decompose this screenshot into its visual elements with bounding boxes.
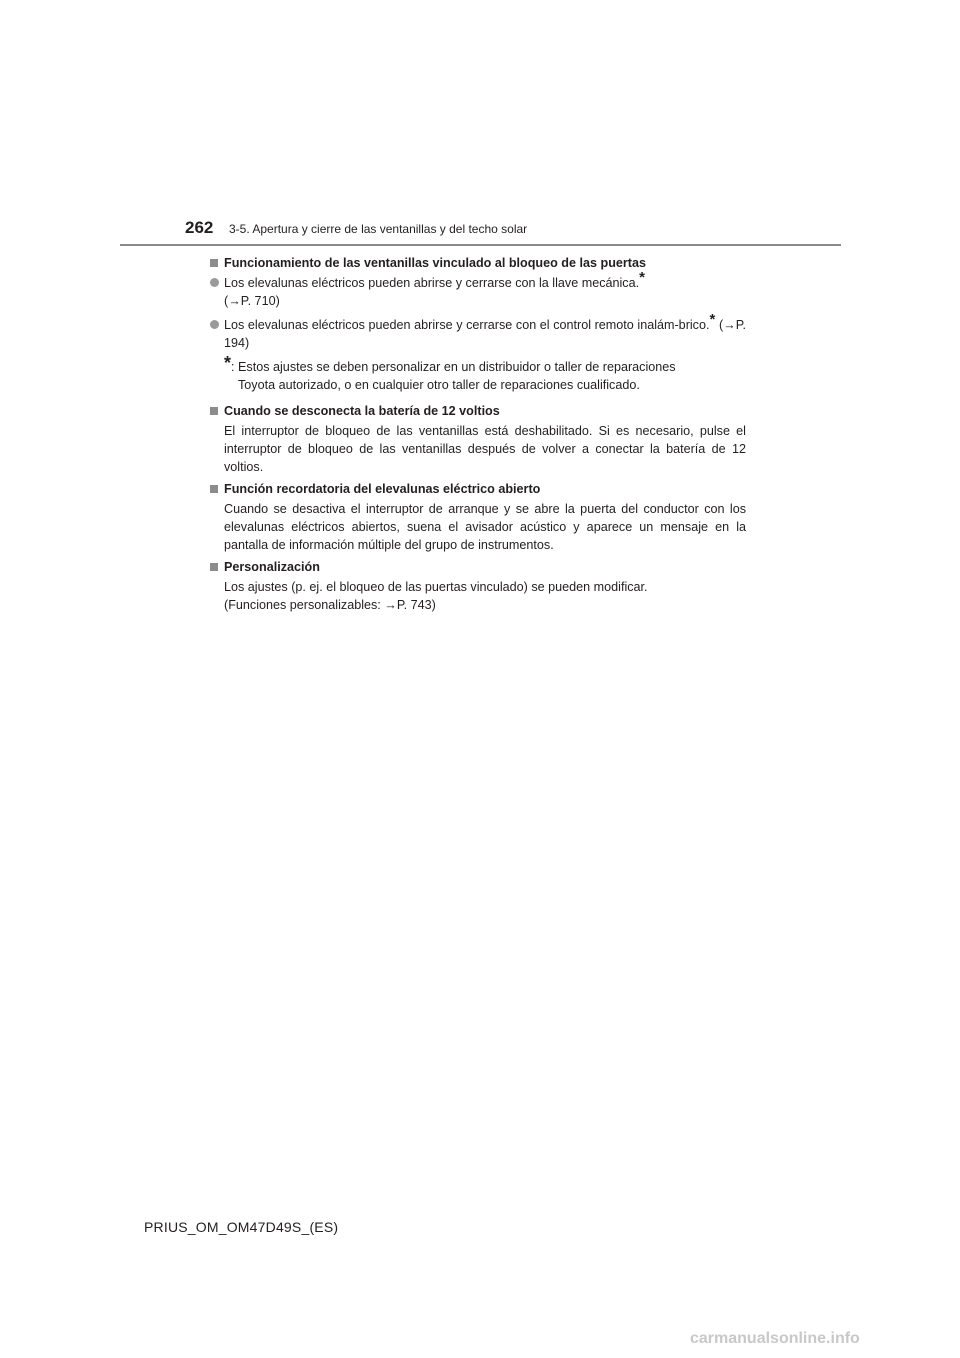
section-open-window-reminder — [210, 480, 746, 554]
watermark: carmanualsonline.info — [690, 1330, 860, 1347]
page-reference-link[interactable]: (Funciones personalizables: →P. 743) — [224, 598, 436, 612]
footnote-line — [224, 353, 746, 376]
paragraph: Cuando se desactiva el interruptor de arranque y se abre la puerta del conductor con los elevalunas eléctricos abiertos, suena el avisador acústico y aparece un mensaje en la pantalla de información múltiple del grupo de instrumentos. — [224, 502, 746, 552]
circle-bullet-icon — [210, 320, 219, 329]
page-number: 262 — [185, 218, 214, 237]
circle-bullet-icon — [210, 278, 219, 287]
section-heading — [210, 254, 746, 272]
heading-text: Funcionamiento de las ventanillas vinculado al bloqueo de las puertas — [224, 256, 646, 270]
section-battery-disconnect — [210, 402, 746, 476]
square-bullet-icon — [210, 407, 218, 415]
footnote-asterisk: * — [224, 353, 232, 373]
page-header — [185, 218, 745, 242]
footnote-text: Toyota autorizado, o en cualquier otro taller de reparaciones cualificado. — [238, 378, 640, 392]
heading-text: Función recordatoria del elevalunas eléctrico abierto — [224, 482, 541, 496]
page-reference-link[interactable]: (→P. 710) — [224, 294, 280, 308]
bullet-text: Los elevalunas eléctricos pueden abrirse y cerrarse con el control remoto inalám-brico. — [224, 318, 710, 332]
asterisk-mark: * — [709, 311, 716, 328]
paragraph: El interruptor de bloqueo de las ventanillas está deshabilitado. Si es necesario, pulse el interruptor de bloqueo de las ventanillas después de volver a conectar la batería de 12 voltios. — [224, 424, 746, 474]
square-bullet-icon — [210, 259, 218, 267]
footnote-text: : Estos ajustes se deben personalizar en un distribuidor o taller de reparaciones — [231, 360, 676, 374]
list-item — [210, 269, 746, 310]
square-bullet-icon — [210, 485, 218, 493]
section-heading — [210, 480, 746, 498]
footnote — [210, 353, 746, 394]
section-heading — [210, 558, 746, 576]
asterisk-mark: * — [639, 269, 645, 286]
paragraph — [210, 578, 746, 614]
bullet-text: Los elevalunas eléctricos pueden abrirse y cerrarse con la llave mecánica. — [224, 276, 640, 290]
document-code: PRIUS_OM_OM47D49S_(ES) — [144, 1219, 339, 1235]
square-bullet-icon — [210, 563, 218, 571]
section-heading — [210, 402, 746, 420]
chapter-title: 3-5. Apertura y cierre de las ventanillas y del techo solar — [229, 222, 528, 236]
heading-text: Personalización — [224, 560, 320, 574]
heading-text: Cuando se desconecta la batería de 12 voltios — [224, 404, 500, 418]
list-item — [210, 311, 746, 352]
paragraph-line: Los ajustes (p. ej. el bloqueo de las puertas vinculado) se pueden modificar. — [224, 580, 648, 594]
page-content — [210, 254, 746, 618]
header-rule — [120, 244, 841, 246]
section-window-lock-link — [210, 254, 746, 394]
section-customization — [210, 558, 746, 614]
page-reference-link[interactable]: (→P. 194) — [224, 318, 746, 350]
